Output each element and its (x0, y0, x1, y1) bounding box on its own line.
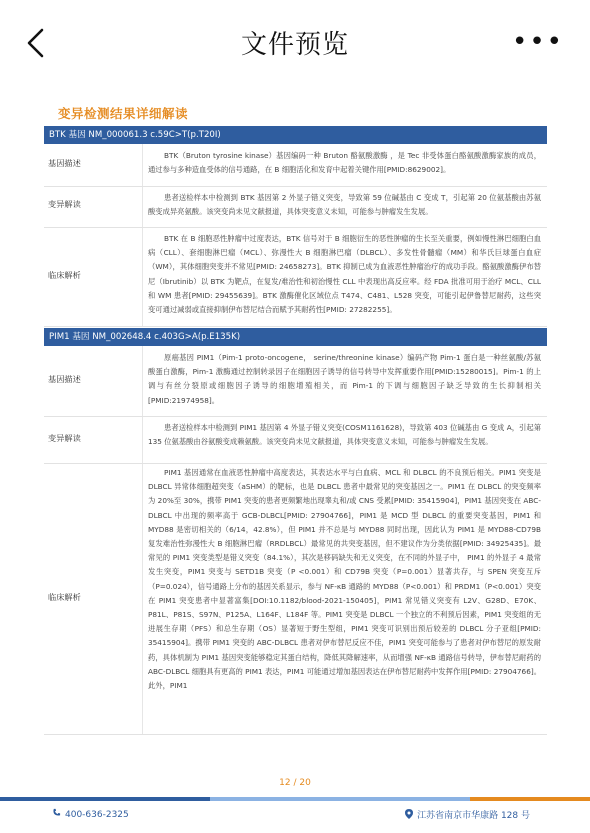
row-text: 患者送检样本中检测到 BTK 基因第 2 外显子错义突变，导致第 59 位碱基由 C 变成 T，引起第 20 位氨基酸由苏氨酸变成异亮氨酸。该突变尚未见文献报道，具体突变意义未知，可能参与肿瘤发生发展。 (148, 193, 541, 217)
page-title: 文件预览 (240, 30, 349, 60)
page-number: 12 / 20 (279, 778, 311, 788)
row-label: 临床解析 (48, 592, 81, 602)
location-pin-icon (405, 809, 413, 819)
table-row (44, 346, 547, 417)
footer-bar (0, 797, 590, 801)
row-text: BTK（Bruton tyrosine kinase）基因编码一种 Bruton 酪氨酸激酶 ，是 Tec 非受体蛋白酪氨酸激酶家族的成员，通过参与多种造血受体的信号通路，在 B 细胞活化和发育中起着关键作用[PMID:8629002]。 (148, 151, 541, 175)
top-bar (0, 0, 590, 80)
table-row (44, 417, 547, 464)
footer-address (405, 808, 530, 821)
more-icon[interactable]: ••• (511, 27, 564, 57)
row-text: 原癌基因 PIM1（Pim-1 proto-oncogene， serine/threonine kinase）编码产物 Pim-1 蛋白是一种丝氨酸/苏氨酸蛋白激酶，Pim-1 激酶通过控制转录因子在细胞因子诱导的信号转导中发挥重要作用[PMID:15280015]。Pim-1 的上调与有丝分裂原或细胞因子诱导的细胞增殖相关，而 Pim-1 的下调与细胞因子缺乏导致的生长抑制相关[PMID:21974958]。 (148, 353, 541, 405)
table-row (44, 187, 547, 228)
phone-icon (52, 808, 61, 817)
phone-number: 400-636-2325 (65, 810, 129, 820)
row-label: 基因描述 (48, 158, 81, 168)
row-text: BTK 在 B 细胞恶性肿瘤中过度表达，BTK 信号对于 B 细胞衍生的恶性肿瘤的生长至关重要，例如慢性淋巴细胞白血病（CLL）、套细胞淋巴瘤（MCL）、弥漫性大 B 细胞淋巴瘤（DLBCL）、多发性骨髓瘤（MM）和华氏巨球蛋白血症（WM），其体细胞突变并不常见[PMID: 24658273]。BTK 抑制已成为血液恶性肿瘤治疗的成功手段。酪氨酸激酶伊布替尼（Ibrutinib）以 BTK 为靶点，在复发/难治性和初治慢性 CLL 中表现出高反应率。经 FDA 批准可用于治疗 MCL、CLL 和 WM 患者[PMID: 29455639]。BTK 激酶催化区域位点 T474、C481、L528 突变，可能引起伊鲁替尼耐药，这些突变可通过减弱或直接抑制伊布替尼结合而赋予其耐药性[PMID: 27282255]。 (148, 234, 541, 315)
footer-phone (52, 808, 129, 820)
document-page (44, 80, 547, 780)
table-row (44, 464, 547, 735)
gene-band-btk: BTK 基因 NM_000061.3 c.59C>T(p.T20I) (44, 126, 547, 144)
table-row (44, 228, 547, 327)
row-label: 临床解析 (48, 270, 81, 280)
gene-band-pim1: PIM1 基因 NM_002648.4 c.403G>A(p.E135K) (44, 328, 547, 346)
row-text: PIM1 基因通常在血液恶性肿瘤中高度表达，其表达水平与白血病、MCL 和 DLBCL 的不良预后相关。PIM1 突变是 DLBCL 异常体细胞超突变（aSHM）的靶标，也是 DLBCL 患者中最常见的突变基因之一。PIM1 在 DLBCL 的突变频率为 20%至 30%，携带 PIM1 突变的患者更频繁地出现睾丸和/或 CNS 受累[PMID: 35415904]，PIM1 基因突变在 ABC-DLBCL 中出现的频率高于 GCB-DLBCL[PMID: 27904766]，PIM1 是 MCD 型 DLBCL 的重要突变基因，PIM1 和 MYD88 是密切相关的（6/14，42.8%），但 PIM1 并不总是与 MYD88 同时出现，因此认为 PIM1 是 MYD88-CD79B 复发难治性弥漫性大 B 细胞淋巴瘤（RRDLBCL）最常见的共突变基因，但不建议作为分类依据[PMID: 34925435]。最常见的 PIM1 突变类型是错义突变（84.1%），其次是移码缺失和无义突变，在不同的外显子中， PIM1 的外显子 4 最常发生突变，PIM1 突变与 SETD1B 突变（P <0.001）和 CD79B 突变（P=0.001）显著共存，与 SPEN 突变互斥（P=0.024），信号通路上分布的基因关系显示，参与 NF-κB 通路的 MYD88（P<0.001）和 PRDM1（P<0.001）突变在 PIM1 突变患者中显著富集[DOI:10.1182/blood-2021-150405]，PIM1 常见错义突变有 L2V、G28D、E70K、P81L、P81S、S97N、P125A、L164F、L184F 等。PIM1 突变是 DLBCL 一个独立的不利预后因素，PIM1 突变组的无进展生存期（PFS）和总生存期（OS）显著短于野生型组，PIM1 突变可识别出预后较差的 DLBCL 分子亚组[PMID: 35415904]。携带 PIM1 突变的 ABC-DLBCL 患者对伊布替尼反应不佳，PIM1 突变可能参与了患者对伊布替尼的原发耐药，具体机制为 PIM1 基因突变能够稳定其蛋白结构，降低其降解速率，从而增强 NF-κB 通路信号转导，伊布替尼耐药的 ABC-DLBCL 细胞具有更高的 PIM1 表达，PIM1 可能通过增加基因表达在伊布替尼耐药中发挥作用[PMID: 27904766]。此外，PIM1 (148, 468, 541, 691)
section-title: 变异检测结果详细解读 (58, 106, 189, 121)
row-label: 基因描述 (48, 374, 81, 384)
row-label: 变异解读 (48, 199, 81, 209)
address-text: 江苏省南京市华康路 128 号 (417, 811, 530, 821)
table-row (44, 144, 547, 187)
row-label: 变异解读 (48, 433, 81, 443)
row-text: 患者送检样本中检测到 PIM1 基因第 4 外显子错义突变(COSM1161628)，导致第 403 位碱基由 G 变成 A，引起第 135 位氨基酸由谷氨酸变成赖氨酸。该突变尚未见文献报道，具体突变意义未知，可能参与肿瘤发生发展。 (148, 423, 541, 447)
